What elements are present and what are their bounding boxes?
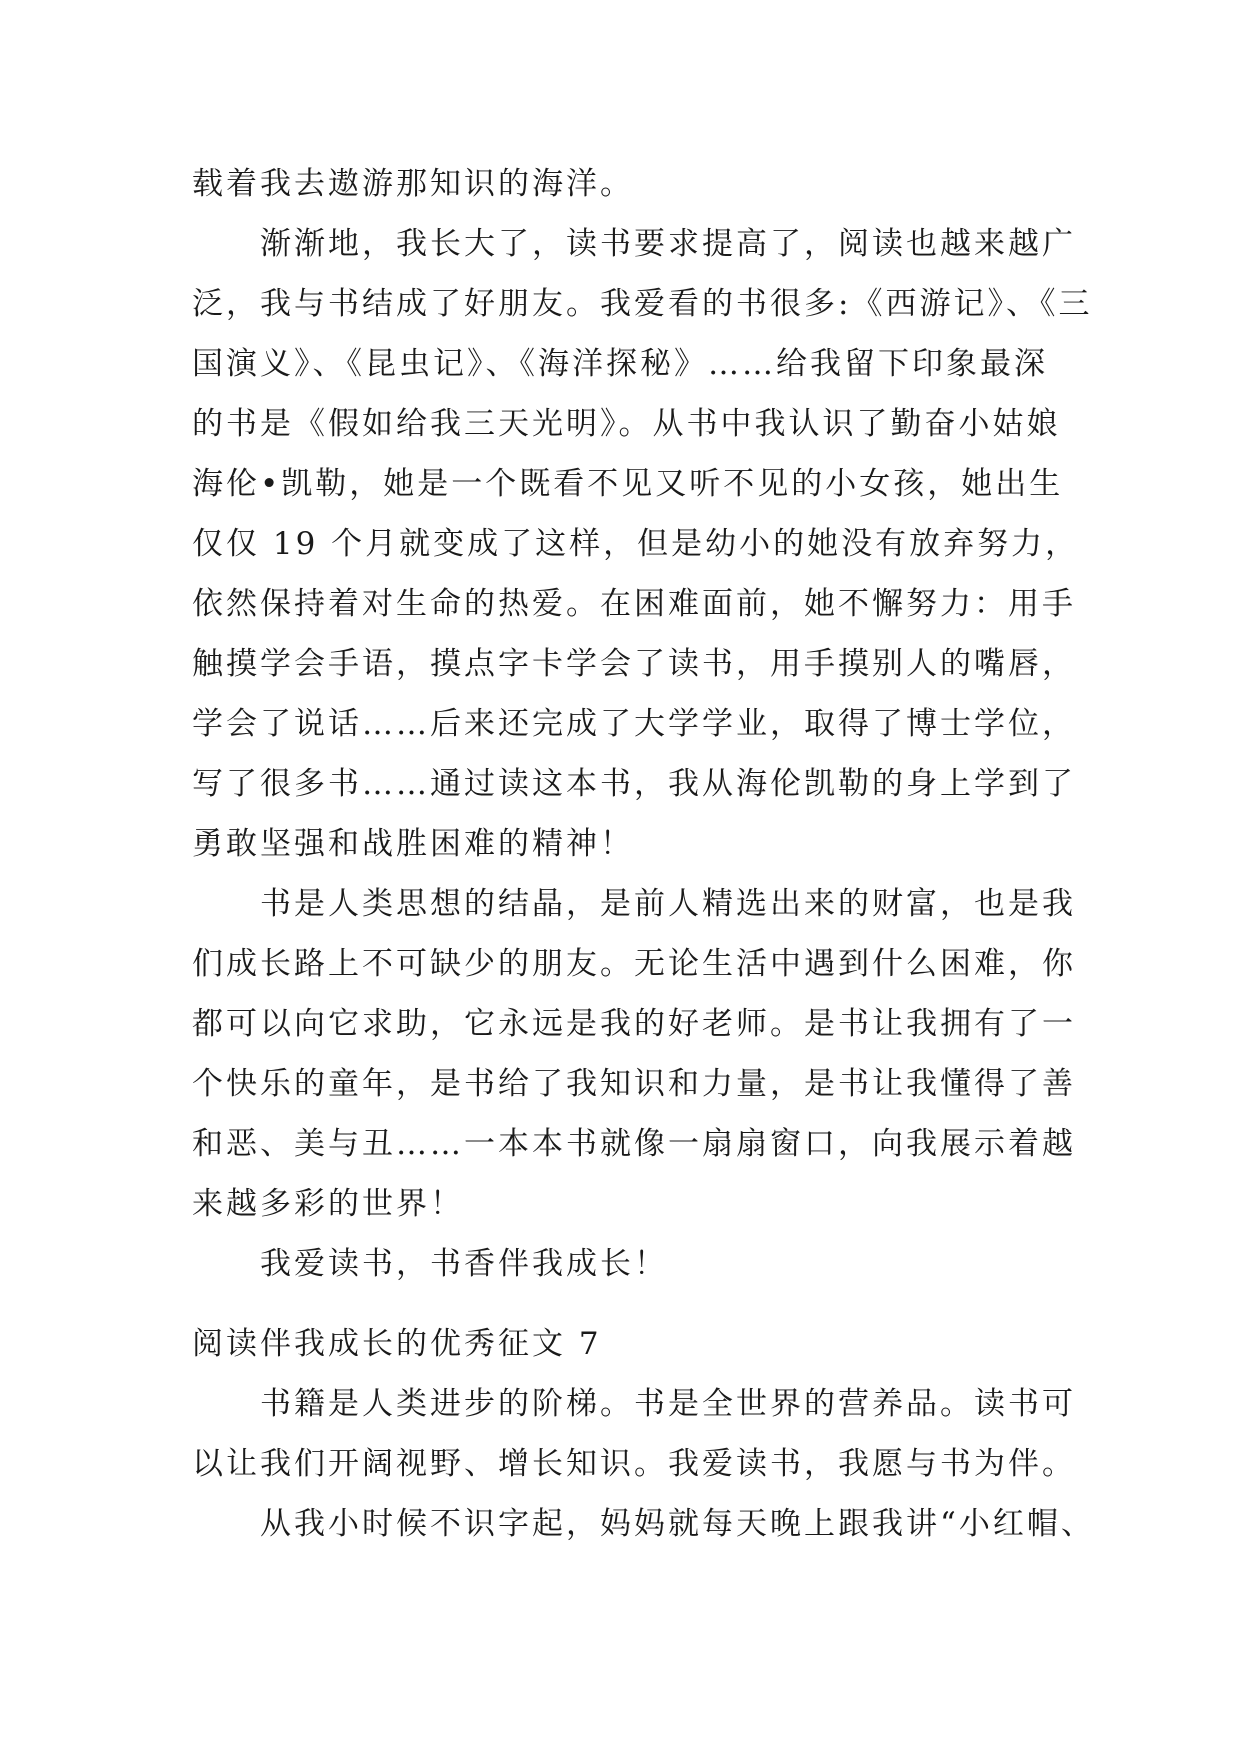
text-line: 个快乐的童年，是书给了我知识和力量，是书让我懂得了善 [192,1066,1076,1102]
essay-heading-block [192,1314,1052,1374]
text-line: 书籍是人类进步的阶梯。书是全世界的营养品。读书可 [260,1386,1076,1422]
text-line: 泛，我与书结成了好朋友。我爱看的书很多:《西游记》、《三 [192,286,1093,322]
text-line: 渐渐地，我长大了，读书要求提高了，阅读也越来越广 [260,226,1076,262]
text-line: 国演义》、《昆虫记》、《海洋探秘》……给我留下印象最深 [192,346,1048,382]
text-line: 海伦•凯勒，她是一个既看不见又听不见的小女孩，她出生 [192,466,1064,502]
essay-body-part-2 [192,1374,1095,1554]
text-line: 依然保持着对生命的热爱。在困难面前，她不懈努力：用手 [192,586,1076,622]
text-line: 仅仅 19 个月就变成了这样，但是幼小的她没有放弃努力， [192,526,1080,562]
essay-heading: 阅读伴我成长的优秀征文 7 [192,1326,602,1362]
text-line: 勇敢坚强和战胜困难的精神！ [192,826,634,862]
text-line: 来越多彩的世界！ [192,1186,464,1222]
text-line: 们成长路上不可缺少的朋友。无论生活中遇到什么困难，你 [192,946,1076,982]
essay-body-part-1 [192,154,1093,1294]
text-line: 从我小时候不识字起，妈妈就每天晚上跟我讲“小红帽、 [260,1506,1095,1542]
text-line: 和恶、美与丑……一本本书就像一扇扇窗口，向我展示着越 [192,1126,1076,1162]
text-line: 都可以向它求助，它永远是我的好老师。是书让我拥有了一 [192,1006,1076,1042]
text-line: 以让我们开阔视野、增长知识。我爱读书，我愿与书为伴。 [192,1446,1076,1482]
text-line: 载着我去遨游那知识的海洋。 [192,166,634,202]
text-line: 学会了说话……后来还完成了大学学业，取得了博士学位， [192,706,1076,742]
text-line: 写了很多书……通过读这本书，我从海伦凯勒的身上学到了 [192,766,1076,802]
text-line: 书是人类思想的结晶，是前人精选出来的财富，也是我 [260,886,1076,922]
text-line: 触摸学会手语，摸点字卡学会了读书，用手摸别人的嘴唇， [192,646,1076,682]
text-line: 的书是《假如给我三天光明》。从书中我认识了勤奋小姑娘 [192,406,1061,442]
text-line: 我爱读书，书香伴我成长！ [260,1246,668,1282]
